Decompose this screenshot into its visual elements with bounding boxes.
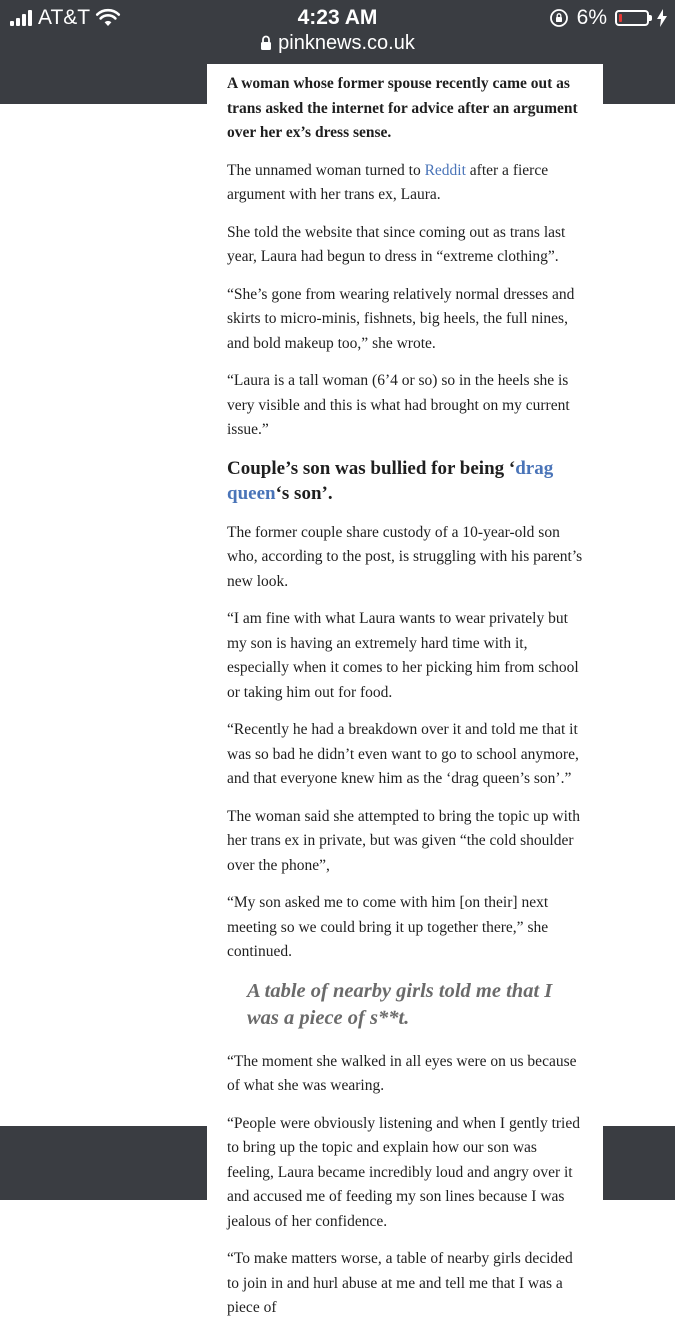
status-right [549, 6, 667, 30]
lock-icon [260, 35, 272, 51]
article-lead: A woman whose former spouse recently came out as trans asked the internet for advice after an argument over her ex’s dress sense. [227, 75, 578, 141]
status-bar [0, 0, 675, 64]
url-bar[interactable] [0, 31, 675, 55]
url-text[interactable]: pinknews.co.uk [278, 32, 415, 54]
article-body [207, 64, 603, 1316]
article-paragraph: “People were obviously listening and when I gently tried to bring up the topic and explain how our son was feeling, Laura became incredibly loud and angry over it and accused me of feeding my son lines because I was jealous of her confidence. [227, 1114, 580, 1230]
charging-bolt-icon [657, 9, 667, 27]
article-paragraph: “Recently he had a breakdown over it and told me that it was so bad he didn’t even want to go to school anymore, and that everyone knew him as the ‘drag queen’s son’.” [227, 721, 579, 787]
battery-percent: 6% [576, 6, 607, 29]
article-paragraph: She told the website that since coming out as trans last year, Laura had begun to dress in “extreme clothing”. [227, 223, 566, 265]
article-paragraph: “The moment she walked in all eyes were on us because of what she was wearing. [227, 1052, 577, 1094]
drag-queen-link[interactable]: drag queen [227, 457, 554, 504]
reddit-link[interactable]: Reddit [424, 161, 466, 179]
article-paragraph: “I am fine with what Laura wants to wear privately but my son is having an extremely hard time with it, especially when it comes to her picking him from school or taking him out for food. [227, 610, 579, 701]
article-paragraph: The former couple share custody of a 10-year-old son who, according to the post, is struggling with his parent’s new look. [227, 523, 583, 590]
article-paragraph: The unnamed woman turned to Reddit after a fierce argument with her trans ex, Laura. [227, 161, 549, 203]
article-paragraph: “To make matters worse, a table of nearby girls decided to join in and hurl abuse at me and tell me that I was a piece of [227, 1250, 573, 1316]
pull-quote: A table of nearby girls told me that I was a piece of s**t. [247, 979, 553, 1029]
battery-level-fill [619, 14, 622, 22]
section-heading: Couple’s son was bullied for being ‘drag queen‘s son’. [227, 457, 554, 504]
battery-icon [615, 10, 649, 26]
orientation-lock-icon [549, 8, 569, 28]
clock-time: 4:23 AM [297, 6, 378, 29]
article-paragraph: “My son asked me to come with him [on their] next meeting so we could bring it up together there,” she continued. [227, 894, 549, 960]
carrier-name: AT&T [38, 6, 91, 29]
article-paragraph: “She’s gone from wearing relatively normal dresses and skirts to micro-minis, fishnets, big heels, the full nines, and bold makeup too,” she wrote. [227, 285, 575, 352]
article-paragraph: The woman said she attempted to bring the topic up with her trans ex in private, but was given “the cold shoulder over the phone”, [227, 807, 580, 874]
article-paragraph: “Laura is a tall woman (6’4 or so) so in the heels she is very visible and this is what had brought on my current issue.” [227, 372, 570, 438]
